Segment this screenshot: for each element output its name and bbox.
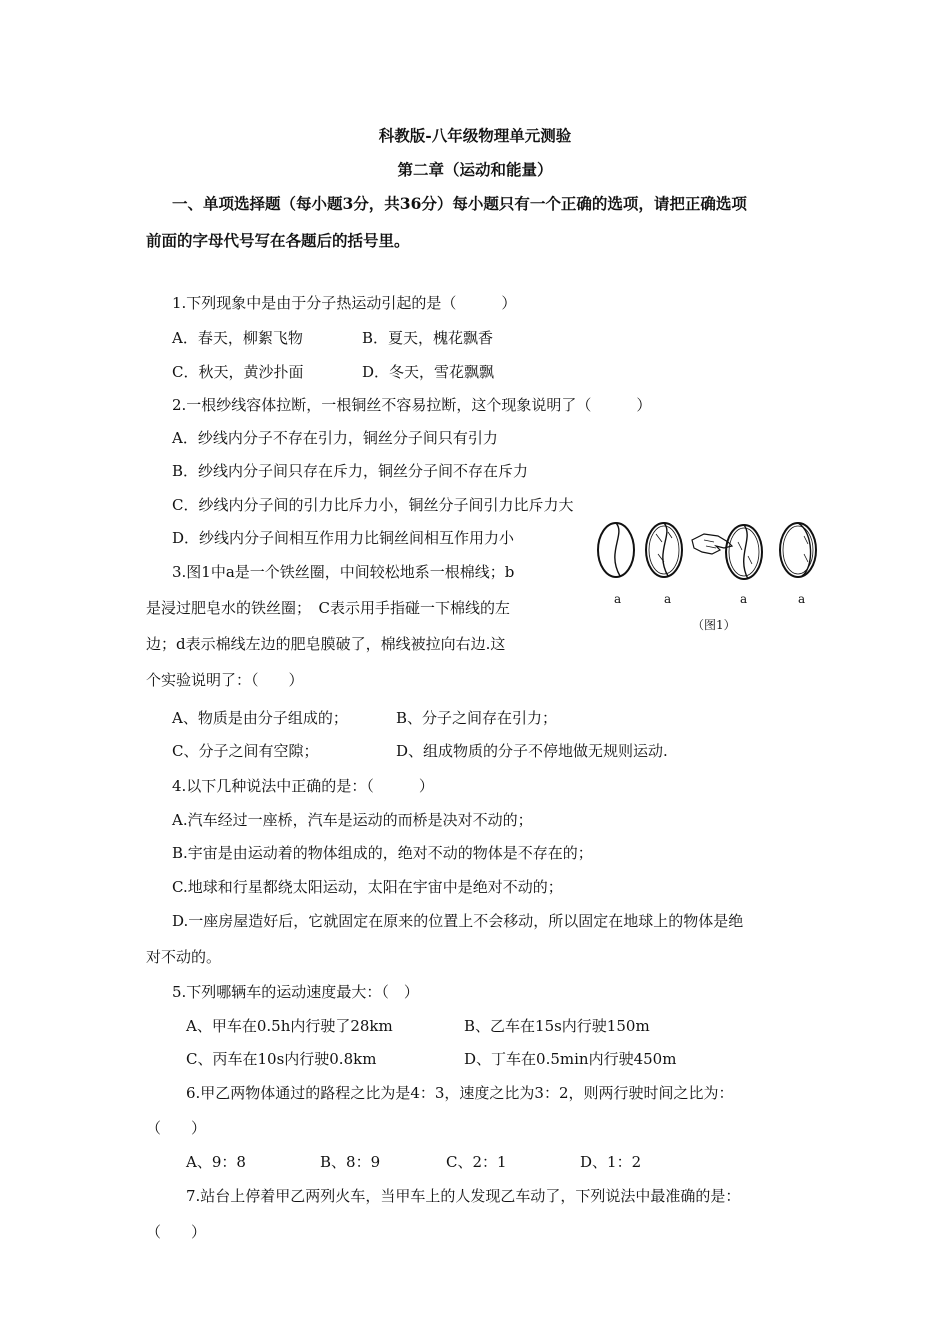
question-3-stem-line2: 是浸过肥皂水的铁丝圈； C表示用手指碰一下棉线的左 bbox=[146, 599, 510, 617]
question-4-option-d-line2: 对不动的。 bbox=[146, 948, 222, 966]
section-heading-cont: 前面的字母代号写在各题后的括号里。 bbox=[146, 231, 410, 250]
question-6-option-b: B、8：9 bbox=[320, 1153, 381, 1171]
question-4-option-b: B.宇宙是由运动着的物体组成的，绝对不动的物体是不存在的； bbox=[172, 844, 593, 862]
figure-1-label-3: a bbox=[740, 592, 748, 606]
question-7-blank: （ ） bbox=[146, 1223, 207, 1241]
question-3-stem-line4: 个实验说明了：（ ） bbox=[146, 671, 304, 689]
question-4-option-a: A.汽车经过一座桥，汽车是运动的而桥是决对不动的； bbox=[172, 811, 533, 829]
question-5-option-d: D、丁车在0.5min内行驶450m bbox=[464, 1050, 677, 1068]
question-3-option-a: A、物质是由分子组成的； bbox=[172, 709, 348, 727]
question-2-stem: 2.一根纱线容体拉断，一根铜丝不容易拉断，这个现象说明了（ ） bbox=[172, 396, 652, 414]
question-2-option-d: D．纱线内分子间相互作用力比铜丝间相互作用力小 bbox=[172, 529, 515, 547]
figure-1-label-1: a bbox=[614, 592, 622, 606]
question-1-stem: 1.下列现象中是由于分子热运动引起的是（ ） bbox=[172, 294, 517, 312]
question-1-option-a: A．春天，柳絮飞物 bbox=[172, 329, 303, 347]
question-2-option-c: C．纱线内分子间的引力比斥力小，铜丝分子间引力比斥力大 bbox=[172, 496, 574, 514]
figure-1-label-2: a bbox=[664, 592, 672, 606]
question-4-option-c: C.地球和行星都绕太阳运动，太阳在宇宙中是绝对不动的； bbox=[172, 878, 563, 896]
question-4-stem-line: 4.以下几种说法中正确的是：（ ） bbox=[172, 777, 434, 795]
figure-1 bbox=[592, 512, 824, 640]
question-3-stem-line3: 边；d表示棉线左边的肥皂膜破了，棉线被拉向右边.这 bbox=[146, 635, 506, 653]
question-6-option-a: A、9：8 bbox=[186, 1153, 246, 1171]
question-2-option-a: A．纱线内分子不存在引力，铜丝分子间只有引力 bbox=[172, 429, 498, 447]
question-6-option-d: D、1：2 bbox=[580, 1153, 642, 1171]
question-3-option-b: B、分子之间存在引力； bbox=[396, 709, 558, 727]
question-7-stem: 7.站台上停着甲乙两列火车，当甲车上的人发现乙车动了，下列说法中最准确的是： bbox=[186, 1187, 741, 1205]
question-5-option-c: C、丙车在10s内行驶0.8km bbox=[186, 1050, 377, 1068]
section-heading: 一、单项选择题（每小题3分，共36分）每小题只有一个正确的选项，请把正确选项 bbox=[172, 194, 747, 213]
question-6-stem: 6.甲乙两物体通过的路程之比为是4：3，速度之比为3：2，则两行驶时间之比为： bbox=[186, 1084, 734, 1102]
question-3-stem-line1: 3.图1中a是一个铁丝圈，中间较松地系一根棉线；b bbox=[172, 563, 515, 581]
question-3-option-c: C、分子之间有空隙； bbox=[172, 742, 319, 760]
question-1-option-d: D．冬天，雪花飘飘 bbox=[362, 363, 495, 381]
question-6-blank: （ ） bbox=[146, 1119, 207, 1137]
document-subtitle: 第二章（运动和能量） bbox=[397, 160, 553, 179]
question-5-option-b: B、乙车在15s内行驶150m bbox=[464, 1017, 650, 1035]
question-1-option-b: B．夏天，槐花飘香 bbox=[362, 329, 494, 347]
question-3-option-d: D、组成物质的分子不停地做无规则运动. bbox=[396, 742, 668, 760]
question-2-option-b: B．纱线内分子间只存在斥力，铜丝分子间不存在斥力 bbox=[172, 462, 529, 480]
figure-1-caption: （图1） bbox=[692, 618, 736, 632]
question-5-option-a: A、甲车在0.5h内行驶了28km bbox=[186, 1017, 393, 1035]
figure-1-label-4: a bbox=[798, 592, 806, 606]
document-title: 科教版-八年级物理单元测验 bbox=[378, 126, 572, 145]
question-1-option-c: C．秋天，黄沙扑面 bbox=[172, 363, 304, 381]
question-4-option-d-line1: D.一座房屋造好后，它就固定在原来的位置上不会移动，所以固定在地球上的物体是绝 bbox=[172, 912, 744, 930]
question-5-stem: 5.下列哪辆车的运动速度最大：（ ） bbox=[172, 983, 419, 1001]
question-6-option-c: C、2：1 bbox=[446, 1153, 507, 1171]
